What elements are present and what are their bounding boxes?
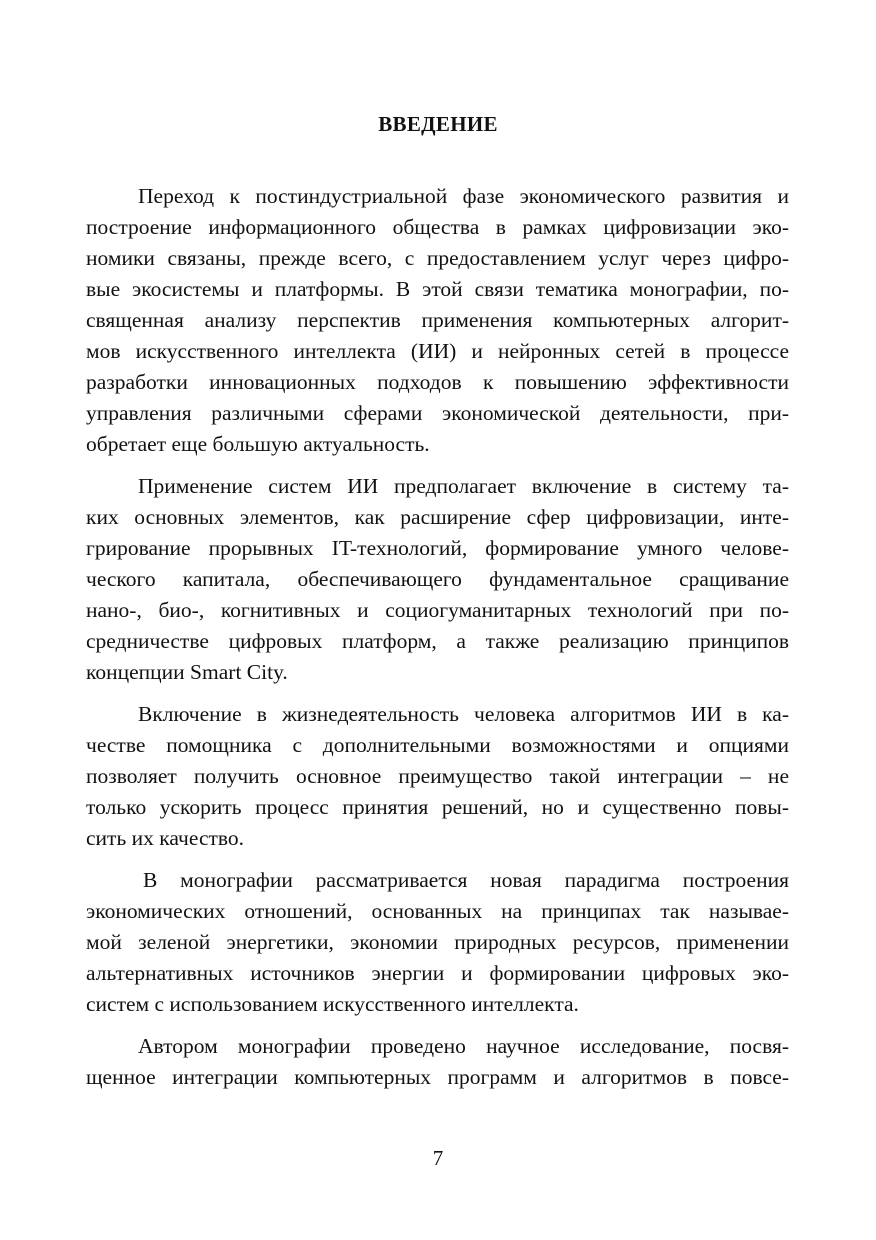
page-number: 7: [432, 1146, 444, 1170]
paragraph-2-line-1: Применение систем ИИ предполагает включение в систему та-: [138, 474, 789, 498]
paragraph-5-line-1: Автором монографии проведено научное исследование, посвя-: [138, 1034, 789, 1058]
paragraph-2-line-3: грирование прорывных IT-технологий, формирование умного челове-: [86, 536, 789, 560]
paragraph-1-line-7: разработки инновационных подходов к повышению эффективности: [86, 370, 789, 394]
chapter-heading: ВВЕДЕНИЕ: [378, 112, 498, 136]
paragraph-3-line-2: честве помощника с дополнительными возможностями и опциями: [86, 733, 789, 757]
paragraph-4-line-3: мой зеленой энергетики, экономии природных ресурсов, применении: [86, 930, 789, 954]
paragraph-4-line-1: В монографии рассматривается новая парадигма построения: [143, 868, 789, 892]
paragraph-1-line-6: мов искусственного интеллекта (ИИ) и нейронных сетей в процессе: [86, 339, 789, 363]
paragraph-2-line-7: концепции Smart City.: [86, 660, 288, 684]
paragraph-5-line-2: щенное интеграции компьютерных программ и алгоритмов в повсе-: [86, 1065, 789, 1089]
paragraph-3-line-3: позволяет получить основное преимущество такой интеграции – не: [86, 764, 789, 788]
paragraph-1-line-2: построение информационного общества в рамках цифровизации эко-: [86, 215, 789, 239]
paragraph-1-line-1: Переход к постиндустриальной фазе экономического развития и: [138, 184, 789, 208]
paragraph-2-line-5: нано-, био-, когнитивных и социогуманитарных технологий при по-: [86, 598, 789, 622]
paragraph-1-line-3: номики связаны, прежде всего, с предоставлением услуг через цифро-: [86, 246, 789, 270]
paragraph-1-line-4: вые экосистемы и платформы. В этой связи тематика монографии, по-: [86, 277, 789, 301]
paragraph-1-line-8: управления различными сферами экономической деятельности, при-: [86, 401, 789, 425]
paragraph-3-line-5: сить их качество.: [86, 826, 245, 850]
paragraph-4-line-4: альтернативных источников энергии и формировании цифровых эко-: [86, 961, 789, 985]
paragraph-3-line-1: Включение в жизнедеятельность человека алгоритмов ИИ в ка-: [138, 702, 789, 726]
paragraph-2-line-2: ких основных элементов, как расширение сфер цифровизации, инте-: [86, 505, 789, 529]
paragraph-1-line-5: священная анализу перспектив применения компьютерных алгорит-: [86, 308, 789, 332]
paragraph-1-line-9: обретает еще большую актуальность.: [86, 432, 430, 456]
paragraph-4-line-5: систем с использованием искусственного интеллекта.: [86, 992, 579, 1016]
paragraph-3-line-4: только ускорить процесс принятия решений, но и существенно повы-: [86, 795, 789, 819]
paragraph-2-line-6: средничестве цифровых платформ, а также реализацию принципов: [86, 629, 789, 653]
paragraph-4-line-2: экономических отношений, основанных на принципах так называе-: [86, 899, 789, 923]
paragraph-2-line-4: ческого капитала, обеспечивающего фундаментальное сращивание: [86, 567, 789, 591]
